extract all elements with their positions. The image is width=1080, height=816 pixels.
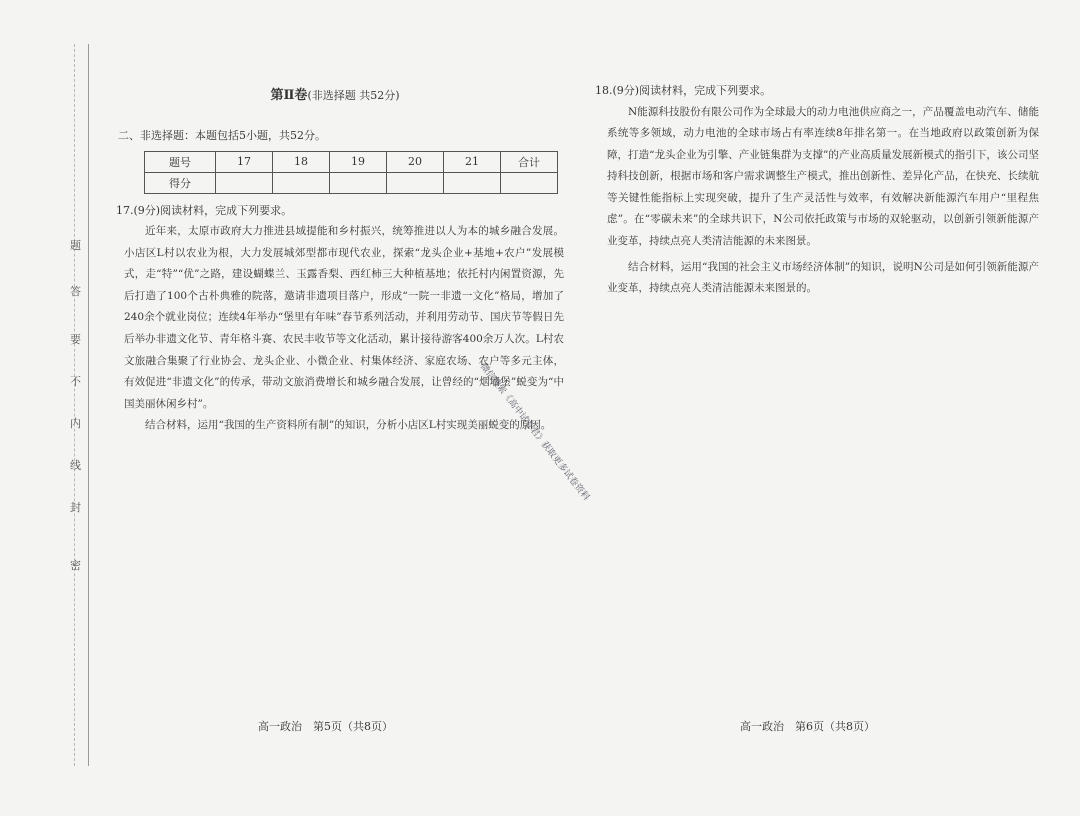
binding-char-4: 内 [70, 417, 81, 430]
score-table [144, 151, 558, 194]
binding-char-5: 不 [70, 375, 81, 388]
binding-char-8: 题 [70, 239, 81, 252]
right-page-footer: 高一政治 第6页（共8页） [740, 720, 875, 733]
score-table-header-row [145, 151, 558, 172]
binding-char-1: 密 [70, 559, 81, 572]
section-title-main: 第Ⅱ卷 [270, 88, 308, 103]
question-18-task: 结合材料，运用“我国的社会主义市场经济体制”的知识，说明N公司是如何引领新能源产业变革，持续点亮人类清洁能源未来图景的。 [607, 260, 1039, 295]
binding-dashed-line [74, 44, 75, 766]
score-cell[interactable] [501, 172, 558, 193]
question-17-heading: 17.(9分)阅读材料，完成下列要求。 [116, 203, 293, 217]
binding-char-3: 线 [70, 459, 81, 472]
watermark-stamp: 微信搜索《高中试卷君》获取更多试卷资料 [477, 361, 591, 503]
score-header-cell: 20 [387, 151, 444, 172]
score-header-cell: 17 [216, 151, 273, 172]
binding-char-2: 封 [70, 501, 81, 514]
question-17-task: 结合材料，运用“我国的生产资料所有制”的知识，分析小店区L村实现美丽蜕变的原因。 [145, 419, 552, 432]
question-18-heading: 18.(9分)阅读材料，完成下列要求。 [595, 84, 772, 97]
score-header-cell: 题号 [145, 151, 216, 172]
score-cell[interactable] [273, 172, 330, 193]
part-heading: 二、非选择题：本题包括5小题，共52分。 [118, 129, 326, 142]
score-header-cell: 合计 [501, 151, 558, 172]
score-cell[interactable] [387, 172, 444, 193]
left-page-footer: 高一政治 第5页（共8页） [258, 720, 393, 733]
score-cell[interactable] [444, 172, 501, 193]
binding-char-7: 答 [70, 285, 81, 298]
score-header-cell: 18 [273, 151, 330, 172]
question-17-material: 近年来，太原市政府大力推进县域提能和乡村振兴，统筹推进以人为本的城乡融合发展。小店区L村以农业为根，大力发展城郊型都市现代农业，探索“龙头企业+基地+农户”发展模式，走“特”“优”之路，建设蝴蝶兰、玉露香梨、西红柿三大种植基地；依托村内闲置资源，先后打造了100个古朴典雅的院落，邀请非遗项目落户，形成“一院一非遗一文化”格局，增加了240余个就业岗位；连续4年举办“堡里有年味”春节系列活动，并利用劳动节、国庆节等假日先后举办非遗文化节、青年格斗赛、农民丰收节等文化活动，累计接待游客400余万人次。L村农文旅融合集聚了行业协会、龙头企业、小微企业、村集体经济、家庭农场、农户等多元主体，有效促进“非遗文化”的传承，带动文旅消费增长和城乡融合发展，让曾经的“烟墙堡”蜕变为“中国美丽休闲乡村”。 [124, 225, 564, 410]
binding-margin-line [88, 44, 89, 766]
score-cell[interactable] [216, 172, 273, 193]
question-18-material: N能源科技股份有限公司作为全球最大的动力电池供应商之一，产品覆盖电动汽车、储能系统等多领域，动力电池的全球市场占有率连续8年排名第一。在当地政府以政策创新为保障，打造“龙头企业为引擎、产业链集群为支撑”的产业高质量发展新模式的指引下，该公司坚持科技创新，根据市场和客户需求调整生产模式，推出创新性、差异化产品，在快充、长续航等关键性能指标上实现突破，提升了生产灵活性与效率，有效解决新能源汽车用户“里程焦虑”。在“零碳未来”的全球共识下，N公司依托政策与市场的双轮驱动，以创新引领新能源产业变革，持续点亮人类清洁能源的未来图景。 [607, 105, 1039, 248]
score-table-score-row [145, 172, 558, 193]
score-header-cell: 21 [444, 151, 501, 172]
score-header-cell: 19 [330, 151, 387, 172]
right-page [595, 80, 1045, 300]
score-row-label: 得分 [145, 172, 216, 193]
binding-char-6: 要 [70, 333, 81, 346]
section-title-sub: (非选择题 共52分) [307, 89, 400, 102]
score-cell[interactable] [330, 172, 387, 193]
section-title [100, 84, 570, 103]
